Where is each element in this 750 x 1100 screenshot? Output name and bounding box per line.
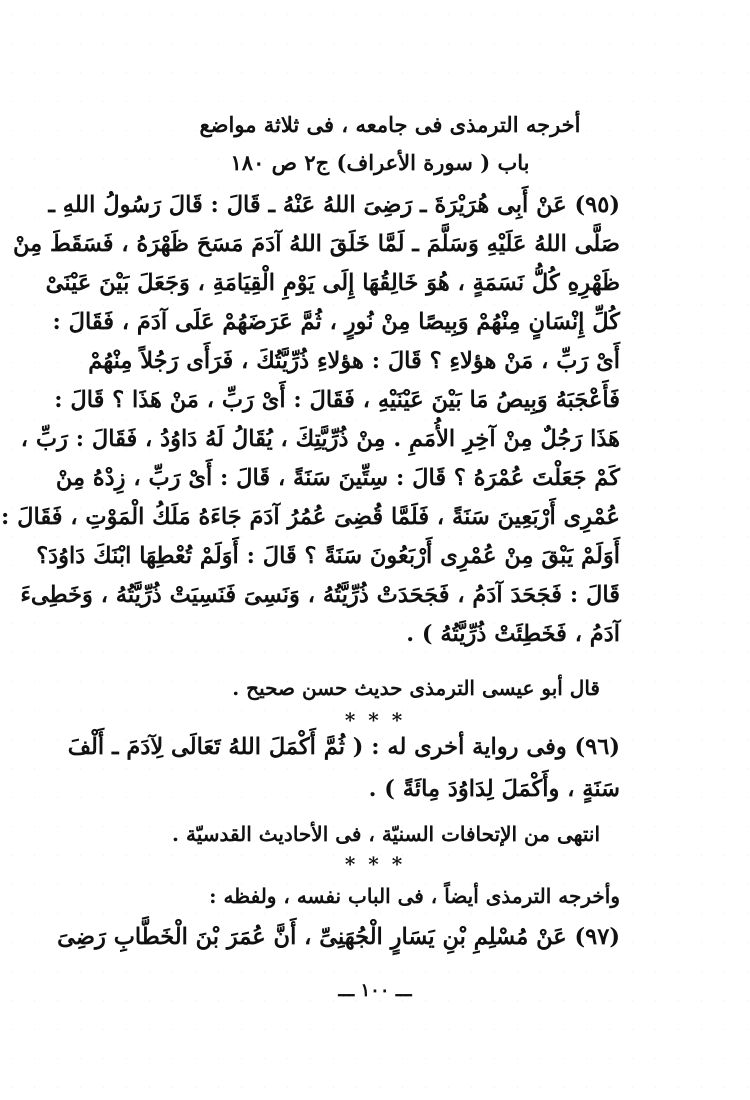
hadith-95-line-12: آدَمُ ، فَخَطِئَتْ ذُرِّيَّتُهُ ) .: [406, 621, 620, 647]
hadith-95-line-6: فَأَعْجَبَهُ وَبِيصُ مَا بَيْنَ عَيْنَيْهِ ، فَقَالَ : أَىْ رَبِّ ، مَنْ هَذَا ؟ قَالَ :: [54, 387, 620, 413]
hadith-96-line-1: (٩٦) وفى رواية أخرى له : ( ثُمَّ أَكْمَلَ اللهُ تَعَالَى لِآدَمَ ـ أَلْفَ: [67, 734, 620, 760]
page-number: ـــ ١٠٠ ـــ: [338, 980, 412, 1001]
hadith-97-line-1: (٩٧) عَنْ مُسْلِمِ بْنِ يَسَارٍ الْجُهَنِىِّ ، أَنَّ عُمَرَ بْنَ الْخَطَّابِ رَضِىَ: [57, 924, 620, 950]
heading-line-1: أخرجه الترمذى فى جامعه ، فى ثلاثة مواضع: [199, 112, 581, 137]
tirmidhi-also-note: وأخرجه الترمذى أيضاً ، فى الباب نفسه ، ولفظه :: [209, 884, 620, 908]
tirmidhi-grading-note: قال أبو عيسى الترمذى حديث حسن صحيح .: [232, 676, 600, 700]
hadith-95-line-8: كَمْ جَعَلْتَ عُمْرَهُ ؟ قَالَ : سِتِّينَ سَنَةً ، قَالَ : أَىْ رَبِّ ، زِدْهُ مِنْ: [55, 465, 620, 491]
source-note: انتهى من الإتحافات السنيّة ، فى الأحاديث القدسيّة .: [172, 822, 600, 846]
hadith-95-line-7: هَذَا رَجُلٌ مِنْ آخِرِ الأُمَمِ . مِنْ ذُرِّيَّتِكَ ، يُقَالُ لَهُ دَاوُدُ ، فَقَالَ : رَبِّ ،: [20, 426, 620, 452]
hadith-95-line-4: كُلِّ إِنْسَانٍ مِنْهُمْ وَبِيصًا مِنْ نُورٍ ، ثُمَّ عَرَضَهُمْ عَلَى آدَمَ ، فَقَالَ :: [52, 309, 620, 335]
section-separator-stars-2: * * *: [344, 852, 406, 876]
hadith-95-line-1: (٩٥) عَنْ أَبِى هُرَيْرَةَ ـ رَضِىَ اللهُ عَنْهُ ـ قَالَ : قَالَ رَسُولُ اللهِ ـ: [48, 192, 620, 218]
heading-line-2: باب ( سورة الأعراف) ج٢ ص ١٨٠: [230, 150, 530, 175]
hadith-95-line-2: صَلَّى اللهُ عَلَيْهِ وَسَلَّمَ ـ لَمَّا خَلَقَ اللهُ آدَمَ مَسَحَ ظَهْرَهُ ، فَسَقَطَ مِنْ: [12, 231, 620, 257]
hadith-95-line-3: ظَهْرِهِ كُلُّ نَسَمَةٍ ، هُوَ خَالِقُهَا إِلَى يَوْمِ الْقِيَامَةِ ، وَجَعَلَ بَيْنَ عَيْنَىْ: [45, 270, 620, 296]
hadith-95-line-9: عُمْرِى أَرْبَعِينَ سَنَةً ، فَلَمَّا قُضِىَ عُمُرُ آدَمَ جَاءَهُ مَلَكُ الْمَوْتِ ، فَقَالَ :: [1, 504, 620, 530]
hadith-95-line-5: أَىْ رَبِّ ، مَنْ هؤلاءِ ؟ قَالَ : هؤلاءِ ذُرِّيَّتُكَ ، فَرَأَى رَجُلاً مِنْهُمْ: [88, 348, 620, 374]
section-separator-stars: * * *: [344, 708, 406, 732]
hadith-95-line-10: أَوَلَمْ يَبْقَ مِنْ عُمْرِى أَرْبَعُونَ سَنَةً ؟ قَالَ : أَوَلَمْ تُعْطِهَا ابْنَكَ دَاوُدَ؟: [36, 543, 620, 569]
hadith-95-line-11: قَالَ : فَجَحَدَ آدَمُ ، فَجَحَدَتْ ذُرِّيَّتُهُ ، وَنَسِىَ فَنَسِيَتْ ذُرِّيَّتُهُ ، وَخَطِىءَ: [20, 582, 620, 608]
hadith-96-line-2: سَنَةٍ ، وأَكْمَلَ لِدَاوُدَ مِائَةً ) .: [368, 776, 620, 802]
